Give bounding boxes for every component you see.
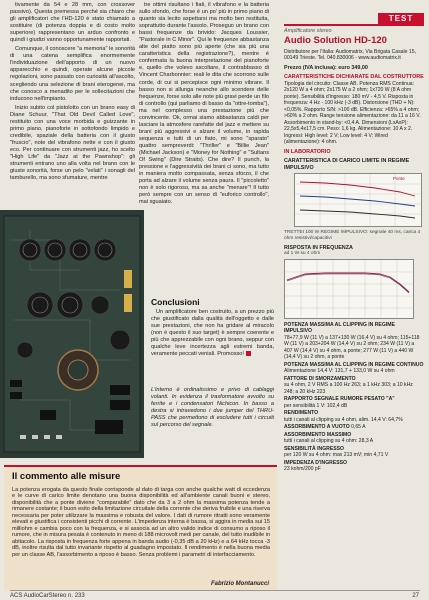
paragraph: tre ottimi risultano i fiati, il vibrafono e la batteria sullo sfondo, che forse è un po' più in primo piano di quanto sia lecito aspettarsi ma molto ben restituita, soprattutto durante l'assolo. Proseguo un brano con bassi frequenze da brivido: Jacques Loussier, "Pastorale in C Minor". Qui le frequenze abbastanza alte del piatto sono più aperte (che sia più una caratteristica della registrazione?), mentre è confermata la buona interpretazione del pianoforte e, quello che volevo ascoltare, il contrabbasso di Vincent Charbonnier: reali le dita che scorrono sulle corde, di cui si percepisce ogni minimo vibrare. Il basso non si allunga neanche allo scendere delle frequenze, forse solo alle note più gravi perde un filo di controllo (qui parliamo di basso da "ottre-tomba"), ma nel complesso una prestazione più che convincente. Ok, ormai siamo abbastanza caldi per lasciare la atmosfere rarefatte del jazz e mettere su brani più aggressivi e alzare il volume, in rapida sequenza e tutti di un fiato, mi sono "sparato" quattro sempreverdi: "Thriller" e "Billie Jean" (Michael Jackson) e "Money for Nothing" e "Sultans Of Swing" (Dire Straits). Che dire? Il punch, la pressione e l'aggressività dei brani ci sono, ma tutto in maniera molto compassata, senza sforzo, il che porta ad alzare il volume senza paura. Il "piccoletto" non è solo rigoroso, ma sa anche "menare"! Il tutto però sempre con un senso di "euforico controllo", mai sguaiato. <box>139 2 269 206</box>
photo-caption: L'interno è ordinatissimo e privo di cablaggi volanti. In evidenza il trasformatore avvolto su ferrite e i condensatori Nichicon. In basso a destra si intravedono i due jumper del THRU-PASS che permettono di escludere tutti i circuiti sul percorso del segnale. <box>151 387 274 429</box>
conclusions-text <box>151 309 274 381</box>
chart-legend-label: Ponte <box>393 176 405 181</box>
measurement-label: RAPPORTO SEGNALE RUMORE PESATO "A" <box>284 396 395 403</box>
conclusions-paragraph: Un amplificatore ben costruito, a un prezzo più che giustificato dalla qualità dell'oggetto e dalle sue prestazioni, che non ha gridare al miracolo (non è questo il suo target) è sempre coerente e più che apprezzabile con ogni brano, seppur con qualche leve incertezza agli estremi banda, veramente peccati veniali. Promosso! <box>151 309 274 358</box>
measurement-item <box>284 376 424 396</box>
product-category: Amplificatore stereo <box>284 28 332 34</box>
specs-sidebar <box>284 28 424 590</box>
box-text: La potenza erogata da questo finale corrisponde al dato di targa con anche qualche watt di eccedenza e le curve di carico limite denotano una buona disponibilità ed all'ambiente canali buoni e stereo, disponibilità che a ponte diviene "comparabile" dato che da 3 a 2 ohm la massima potenza tende a rimanere costante; il buon esito della limitazione circuitale della corrente che deriva fruibile e una riserva necessaria per poter utilizzare la massima e robusta del valore. I dati di rumore ritratti sono veramente elevati e giustifica i consistenti picchi di corrente. L'impedenza interna è bassa, si aggira in media sui 15 milliohm e cambia poco con la frequenza, e si associa ad un altro valido indice di consumo a riposo il rumore, che in misura pesata è contenuto in meno di 188 microvolt medi per canale, del tutto inudibile in abitacolo. La risposta in frequenza forte appena in banda audio (-0,35 dB a 20 kHz) e a 64 kHz tocca -3 dB, inoltre risulta dal tutto invariante rispetto al guadagno impostato. Il rendimento è nella buona media per un classe AB, l'assorbimento a riposo è basso. Senza problemi i parametri di interfacciamento. <box>12 487 270 558</box>
measurement-label: POTENZA MASSIMA AL CLIPPING IN REGIME IMPULSIVO <box>284 321 395 335</box>
measurement-label: IMPEDENZA D'INGRESSO <box>284 459 348 466</box>
measurement-label: FATTORE DI SMORZAMENTO <box>284 375 356 382</box>
footer-rule <box>10 590 420 591</box>
declared-specs-heading: CARATTERISTICHE DICHIARATE DAL COSTRUTTORE <box>284 74 424 80</box>
measurement-value: per 120 W su 4 ohm: max 213 mV; min 4,71 V <box>284 452 389 459</box>
measurement-label: RENDIMENTO <box>284 410 319 417</box>
lab-heading: IN LABORATORIO <box>284 148 331 155</box>
measurement-label: POTENZA MASSIMA AL CLIPPING IN REGIME CONTINUO <box>284 361 424 368</box>
end-of-article-mark <box>246 351 251 356</box>
measurement-item <box>284 446 424 459</box>
measurement-value: 78+77,9 W (11 V) a 137+130 W (16,4 V) su 4 ohm; 115+118 W (11 V) a 203+204 W (14,4 V) su 2 ohm; 234 W (11 V) a 407 W (14,4 V) su 4 ohm, a ponte; 277 W (11 V) a 440 W (14,4 V) su 2 ohm, a ponte <box>284 334 420 361</box>
load-curve-title: CARATTERISTICA DI CARICO LIMITE IN REGIME IMPULSIVO <box>284 158 410 171</box>
declared-specs: Tipologia del circuito: Classe AB. Potenza RMS Continua: 2x120 W a 4 ohm; 2x175 W a 2 ohm; 1x720 W (8 A ohm ponte). Sensibilità d'ingresso: 180 mV - 4,5 V. Risposta in frequenza: 4 Hz - 100 kHz (-3 dB). Distorsione (THD + N): <0,05%. Rapporto S/N: >100 dB. Efficienza: >65% a 4 ohm; >60% a 2 ohm. Range tensione alimentazione: da 11 a 16 V. Assorbimento in stand-by: <0,4 A. Dimensioni (LxAxP): 22,5x5,4x17,5 cm. Peso: 1,6 kg. Alimentazione: 10 A x 2. Ingressi: High level: 2 V; Low level: 4 V; Wired (alimentazione): 4 ohm. <box>284 80 421 145</box>
measurement-item <box>284 362 424 375</box>
measurement-list <box>284 322 424 473</box>
measurement-label: ASSORBIMENTO MASSIMO <box>284 431 352 438</box>
freq-response-title: RISPOSTA IN FREQUENZA <box>284 244 353 251</box>
measurement-item <box>284 460 424 473</box>
frequency-response-chart <box>284 259 414 319</box>
measurement-value: tutti i canali al clipping su 4 ohm, alim. 14,4 V: 64,7% <box>284 416 403 423</box>
measurement-item <box>284 396 424 409</box>
box-title: Il commento alle misure <box>12 471 121 482</box>
paragraph <box>151 309 274 358</box>
distributor-info: Distributore per l'Italia: Audiomatrix, Via Brigata Casale 15, 00149 Trieste. Tel. 040.830006 - www.audiomatrix.it <box>284 48 416 61</box>
amplifier-interior-photo <box>0 210 144 458</box>
page-number: 27 <box>412 593 419 599</box>
measurement-value: 23 kohm/200 pF <box>284 466 321 473</box>
measurement-item <box>284 410 424 423</box>
measurement-label: SENSIBILITÀ INGRESSO <box>284 445 345 452</box>
measurement-label: ASSORBIMENTO A VUOTO <box>284 424 350 431</box>
measurement-item <box>284 424 424 431</box>
section-badge: TEST <box>378 13 424 25</box>
measurements-comment-box <box>4 465 277 591</box>
freq-response-subtitle: ad 1 W su 4 ohm <box>284 251 321 257</box>
load-curve-note: TRETTEI 100 W REGIME IMPULSIVO: segnale 40 ms, carica 4 ohm resistivi/capacitivi <box>284 230 421 241</box>
pcb-illustration <box>0 210 144 458</box>
paragraph: tivamente da 54 e 28 mm, con crossover passivo). Questa premessa perché sia chiaro che gli amplificatori che l'HD-120 è stato chiamato a sostituire (di potenza doppia e di costo molto superiore) rappresentano un arduo confronto e quindi i giudizi vanno opportunamente rapportati. <box>10 2 135 44</box>
conclusions-title: Conclusioni <box>151 297 200 307</box>
measurement-value: su 4 ohm, 2 V RMS a 100 Hz 263; a 1 kHz 303; a 10 kHz 248; a 20 kHz 223 <box>284 382 413 395</box>
measurement-value: 0,65 A <box>351 424 366 431</box>
product-title: Audio Solution HD-120 <box>284 34 387 46</box>
measurement-item <box>284 432 424 445</box>
load-curve-chart <box>294 173 422 227</box>
measurement-value: per sensibilità 1 V: 102,4 dB <box>284 402 348 409</box>
price: Prezzo (IVA inclusa): euro 349,00 <box>284 64 368 71</box>
frequency-response-graphic <box>285 260 413 318</box>
load-curve-graphic <box>295 174 421 226</box>
magazine-folio: ACS AudioCarStereo n. 233 <box>10 593 85 599</box>
measurement-value: Alimentazione 14,4 V: 131,7 + 133,0 W su 4 ohm <box>284 368 395 375</box>
paragraph: Inizio subito col pistolotto con un brano easy di Diane Schuur, "That Old Devil Called Love", restituito con una voce morbida e guizzante in primo piano, pianoforte in sottofondo limpido e credibile, spaziale della batteria con il giusto "fruscio", note del vibrafono nette e con il giusto eco. Per continuare con strumenti jazz, ho scelto "High Life" da "Jazz at the Pawnshop": gli strumenti entrano uno alla volta nel brano con le giuste sonorità, forse un pelo "velati" i sonagli del tamburello, ma sono sfumature, mentre <box>10 104 135 182</box>
measurement-item <box>284 322 424 361</box>
paragraph: Comunque, il conoscere "a memoria" le sonorità di una catena semplifica enormemente l'individuazione dell'apporto di un nuovo apparecchio e quindi, operate alcune piccole regolazioni, sono passato con curiosità all'ascolto, scegliendo una selezione di brani eterogenei, ma che conosco a menadito per le sollecitazioni che inducono nell'impianto. <box>10 46 135 102</box>
box-author: Fabrizio Montanucci <box>210 581 269 587</box>
header-rule <box>284 24 424 26</box>
article-column-1 <box>10 2 135 214</box>
article-column-2 <box>139 2 269 214</box>
measurement-value: tutti i canali al clipping su 4 ohm: 28,3 A <box>284 438 374 445</box>
